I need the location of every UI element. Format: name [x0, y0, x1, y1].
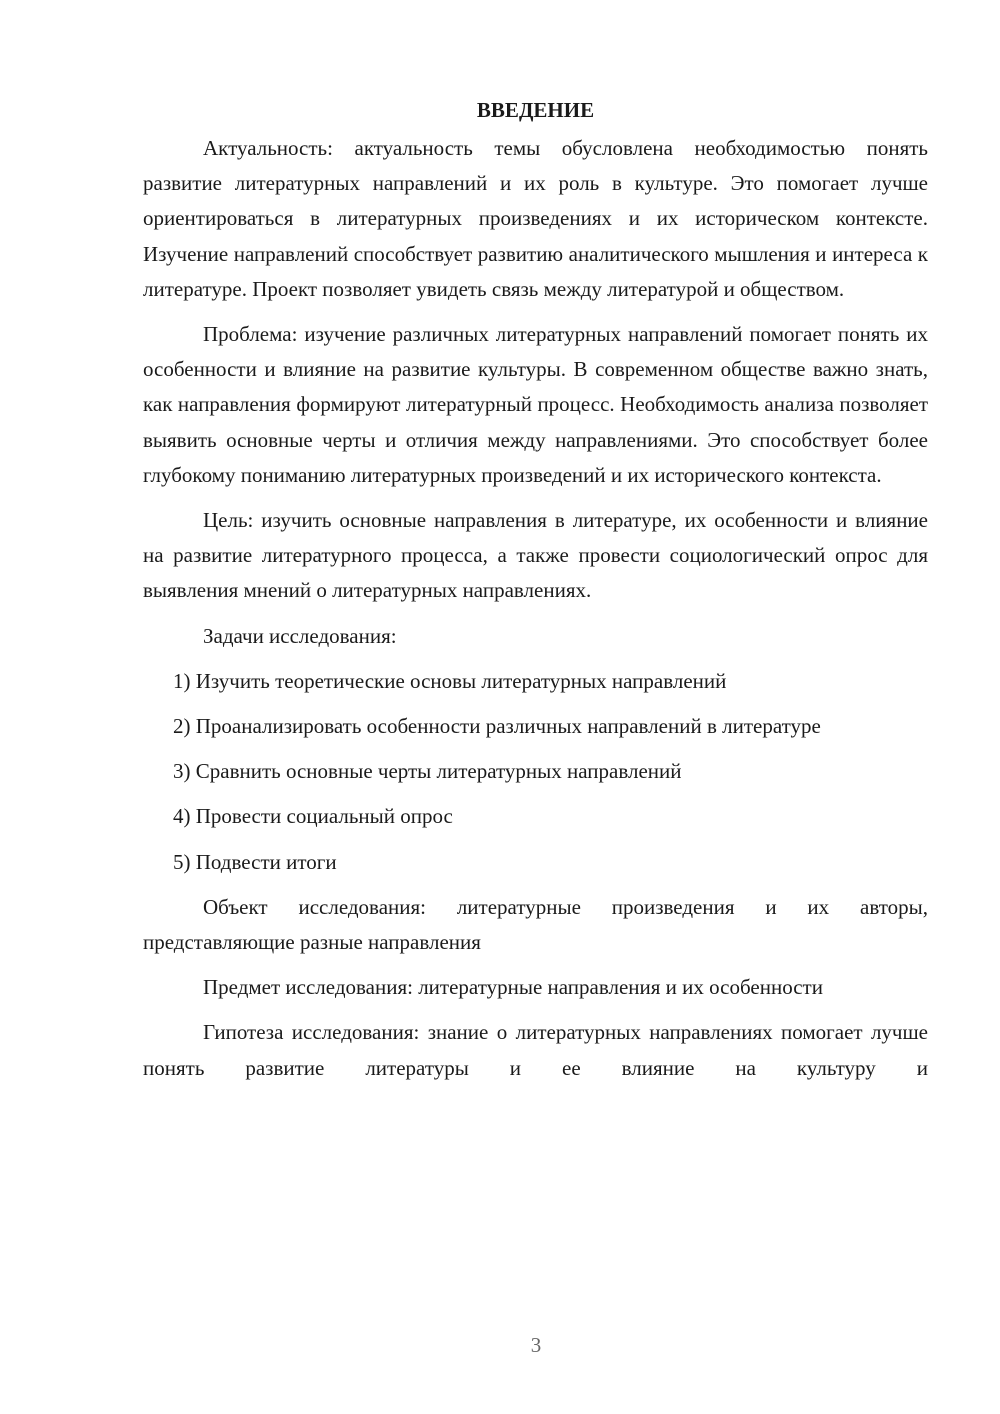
paragraph-problem: Проблема: изучение различных литературных направлений помогает понять их особенности и влияние на развитие культуры. В современном обществе важно знать, как направления формируют литературный процесс. Необходимость анализа позволяет выявить основные черты и отличия между направлениями. Это способствует более глубокому пониманию литературных произведений и их исторического контекста.	[143, 322, 928, 487]
paragraph-subject: Предмет исследования: литературные направления и их особенности	[203, 975, 823, 1000]
paragraph-relevance: Актуальность: актуальность темы обусловлена необходимостью понять развитие литературных направлений и их роль в культуре. Это помогает лучше ориентироваться в литературных произведениях и их историческом контексте. Изучение направлений способствует развитию аналитического мышления и интереса к литературе. Проект позволяет увидеть связь между литературой и обществом.	[143, 136, 928, 301]
task-item-1: 1) Изучить теоретические основы литературных направлений	[173, 668, 727, 693]
document-page	[143, 92, 928, 1096]
task-item-5: 5) Подвести итоги	[173, 849, 337, 874]
paragraph-hypothesis: Гипотеза исследования: знание о литературных направлениях помогает лучше понять развитие литературы и ее влияние на культуру и	[143, 1020, 928, 1080]
section-title: ВВЕДЕНИЕ	[476, 98, 595, 122]
task-item-4: 4) Провести социальный опрос	[173, 804, 453, 829]
paragraph-goal: Цель: изучить основные направления в литературе, их особенности и влияние на развитие литературного процесса, а также провести социологический опрос для выявления мнений о литературных направлениях.	[143, 508, 928, 603]
paragraph-object: Объект исследования: литературные произведения и их авторы, представляющие разные направления	[143, 894, 928, 955]
paragraph-tasks-heading: Задачи исследования:	[203, 623, 397, 648]
page-number: 3	[530, 1333, 542, 1357]
task-item-3: 3) Сравнить основные черты литературных направлений	[173, 759, 682, 784]
task-item-2: 2) Проанализировать особенности различных направлений в литературе	[173, 714, 821, 739]
